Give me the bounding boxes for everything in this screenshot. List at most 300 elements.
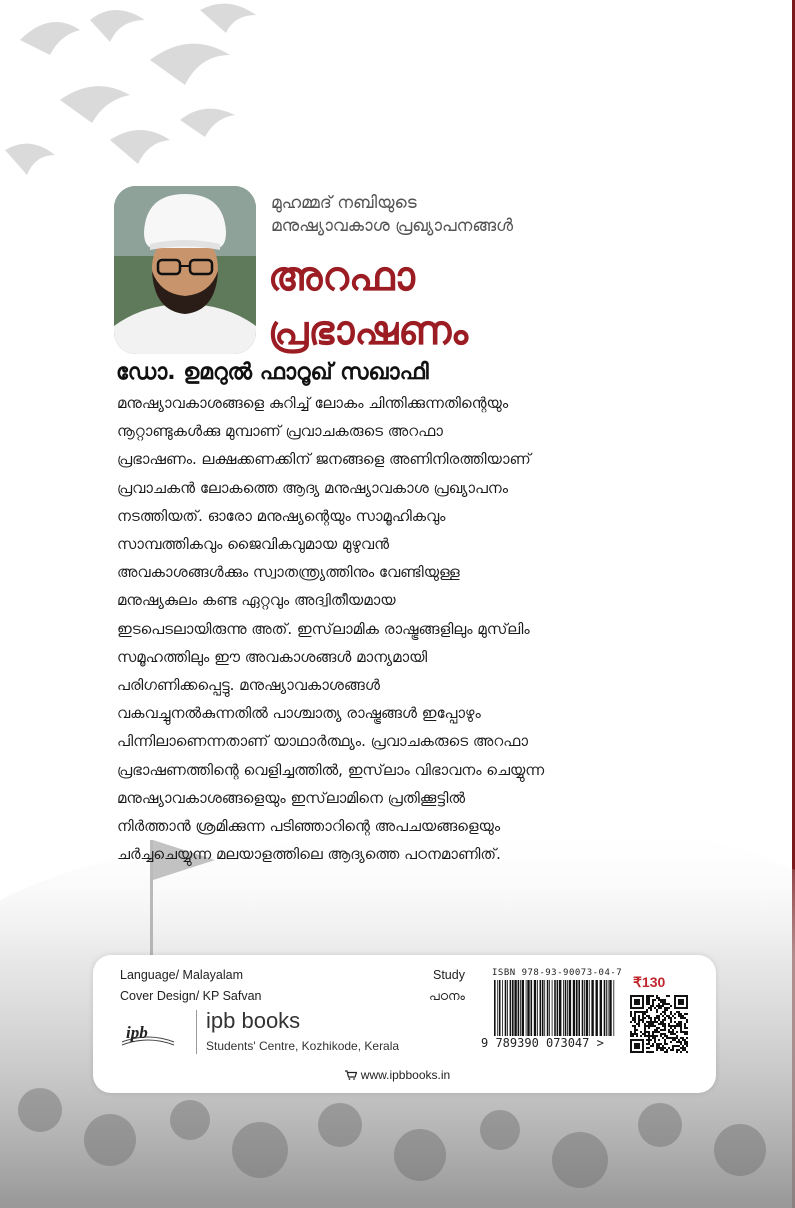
qr-module (660, 1029, 662, 1031)
qr-module (670, 1033, 672, 1035)
qr-module (642, 1015, 644, 1017)
blurb-line: സാമ്പത്തികവും ജൈവികവുമായ മുഴുവൻ (117, 535, 389, 554)
qr-module (648, 1003, 650, 1005)
qr-module (686, 1051, 688, 1053)
subtitle-line: മനുഷ്യാവകാശ പ്രഖ്യാപനങ്ങൾ (271, 216, 514, 236)
qr-module (676, 1025, 678, 1027)
qr-module (632, 1035, 634, 1037)
qr-module (684, 1025, 686, 1027)
qr-module (652, 1021, 654, 1023)
qr-module (678, 1041, 680, 1043)
qr-module (648, 1027, 650, 1029)
qr-module (660, 1007, 662, 1009)
qr-module (648, 997, 650, 999)
barcode-bar (507, 980, 508, 1036)
qr-module (656, 995, 658, 997)
qr-module (670, 1013, 672, 1015)
qr-module (646, 1011, 648, 1013)
qr-module (674, 1013, 676, 1015)
qr-module (664, 1033, 666, 1035)
barcode-bar (559, 980, 561, 1036)
barcode-bar (494, 980, 496, 1036)
qr-module (664, 1047, 666, 1049)
qr-module (658, 999, 660, 1001)
qr-module (648, 1051, 650, 1053)
qr-module (656, 1017, 658, 1019)
qr-module (670, 1025, 672, 1027)
qr-module (638, 1015, 640, 1017)
qr-module (674, 1027, 676, 1029)
qr-module (678, 1015, 680, 1017)
qr-module (658, 1043, 660, 1045)
qr-module (658, 1023, 660, 1025)
qr-module (658, 1007, 660, 1009)
isbn-label: ISBN 978-93-90073-04-7 (492, 968, 623, 978)
title-line: പ്രഭാഷണം (268, 308, 469, 354)
blurb-line: പ്രഭാഷണത്തിന്റെ വെളിച്ചത്തിൽ, ഇസ്‌ലാം വിഭാവനം ചെയ്യുന്ന (117, 760, 545, 779)
qr-module (654, 1037, 656, 1039)
barcode-bar (537, 980, 538, 1036)
qr-module (656, 1031, 658, 1033)
qr-module (662, 1019, 664, 1021)
qr-module (650, 1051, 652, 1053)
qr-module (652, 1037, 654, 1039)
qr-module (672, 1049, 674, 1051)
qr-module (648, 1039, 650, 1041)
barcode-bar (609, 980, 611, 1036)
qr-module (652, 1033, 654, 1035)
qr-module (652, 1045, 654, 1047)
qr-module (662, 1001, 664, 1003)
qr-module (686, 1021, 688, 1023)
qr-module (660, 1013, 662, 1015)
qr-module (668, 1017, 670, 1019)
qr-module (630, 1033, 632, 1035)
qr-module (682, 1049, 684, 1051)
qr-module (646, 1003, 648, 1005)
qr-module (664, 1017, 666, 1019)
qr-module (646, 1047, 648, 1049)
qr-module (654, 1041, 656, 1043)
qr-module (674, 1039, 676, 1041)
qr-module (670, 1049, 672, 1051)
qr-module (680, 1029, 682, 1031)
qr-module (672, 1033, 674, 1035)
qr-module (632, 1017, 634, 1019)
qr-module (664, 1011, 666, 1013)
category-malayalam: പഠനം (429, 989, 465, 1003)
barcode-bar (527, 980, 529, 1036)
qr-module (660, 999, 662, 1001)
qr-module (678, 1049, 680, 1051)
qr-module (650, 1021, 652, 1023)
qr-module (676, 1035, 678, 1037)
qr-module (664, 1001, 666, 1003)
qr-module (680, 1023, 682, 1025)
qr-module (650, 1025, 652, 1027)
qr-module (646, 1035, 648, 1037)
qr-module (680, 1025, 682, 1027)
qr-module (640, 1011, 642, 1013)
isbn-digits: 9 789390 073047 > (481, 1036, 604, 1050)
qr-module (664, 1025, 666, 1027)
qr-module (666, 1003, 668, 1005)
qr-module (662, 1011, 664, 1013)
qr-module (648, 999, 650, 1001)
qr-module (648, 1031, 650, 1033)
qr-module (658, 1017, 660, 1019)
qr-module (638, 1021, 640, 1023)
qr-module (662, 1029, 664, 1031)
qr-module (636, 1023, 638, 1025)
qr-module (664, 1003, 666, 1005)
qr-module (672, 1039, 674, 1041)
qr-module (668, 1003, 670, 1005)
qr-module (658, 1015, 660, 1017)
qr-module (656, 1027, 658, 1029)
barcode-bar (531, 980, 533, 1036)
barcode-bar (502, 980, 503, 1036)
qr-module (666, 1037, 668, 1039)
qr-module (634, 999, 640, 1005)
language-label: Language/ Malayalam (120, 968, 243, 982)
qr-module (652, 1005, 654, 1007)
barcode-bar (547, 980, 549, 1036)
qr-module (660, 1047, 662, 1049)
cover-design-credit: Cover Design/ KP Safvan (120, 989, 262, 1003)
qr-module (654, 1031, 656, 1033)
qr-module (634, 1015, 636, 1017)
logo-divider (196, 1010, 197, 1054)
barcode-bar (554, 980, 556, 1036)
qr-module (674, 1045, 676, 1047)
qr-module (662, 1015, 664, 1017)
qr-module (650, 1019, 652, 1021)
qr-module (660, 1023, 662, 1025)
qr-module (664, 1029, 666, 1031)
website-link[interactable] (0, 1068, 795, 1082)
qr-module (670, 1037, 672, 1039)
qr-module (646, 995, 648, 997)
qr-module (682, 1039, 684, 1041)
qr-module (668, 1031, 670, 1033)
barcode-bar (549, 980, 550, 1036)
qr-module (660, 1021, 662, 1023)
qr-module (634, 1011, 636, 1013)
qr-module (634, 1043, 640, 1049)
qr-module (630, 1035, 632, 1037)
qr-module (678, 1023, 680, 1025)
qr-module (676, 1011, 678, 1013)
qr-module (648, 1037, 650, 1039)
qr-module (678, 999, 684, 1005)
qr-module (656, 1021, 658, 1023)
qr-module (674, 1037, 676, 1039)
qr-module (658, 1047, 660, 1049)
qr-module (632, 1019, 634, 1021)
qr-module (648, 1001, 650, 1003)
qr-module (676, 1045, 678, 1047)
qr-module (652, 1035, 654, 1037)
qr-module (642, 1021, 644, 1023)
qr-module (644, 1017, 646, 1019)
barcode-bar (591, 980, 593, 1036)
qr-module (656, 1049, 658, 1051)
qr-module (634, 1021, 636, 1023)
qr-module (654, 1019, 656, 1021)
qr-module (636, 1029, 638, 1031)
birds-background-image (0, 0, 340, 190)
qr-module (682, 1017, 684, 1019)
book-title (268, 250, 688, 358)
qr-module (650, 1035, 652, 1037)
barcode-bar (514, 980, 516, 1036)
qr-module (658, 1039, 660, 1041)
qr-module (652, 1023, 654, 1025)
qr-module (684, 1031, 686, 1033)
qr-module (654, 1035, 656, 1037)
qr-module (672, 1015, 674, 1017)
qr-module (670, 1021, 672, 1023)
blurb-line: സമൂഹത്തിലും ഈ അവകാശങ്ങൾ മാന്യമായി (117, 647, 428, 666)
qr-module (630, 1021, 632, 1023)
qr-module (654, 1039, 656, 1041)
barcode-bar (565, 980, 567, 1036)
qr-module (638, 1011, 640, 1013)
qr-module (630, 1015, 632, 1017)
qr-module (650, 995, 652, 997)
qr-module (680, 1037, 682, 1039)
blurb-line: പ്രഭാഷണം. ലക്ഷക്കണക്കിന് ജനങ്ങളെ അണിനിരത്തിയാണ് (117, 450, 531, 469)
barcode-bar (552, 980, 553, 1036)
barcode-bar (606, 980, 607, 1036)
qr-module (648, 1023, 650, 1025)
qr-module (654, 1007, 656, 1009)
qr-module (668, 995, 670, 997)
qr-module (656, 1045, 658, 1047)
qr-module (634, 1017, 636, 1019)
barcode-bar (600, 980, 602, 1036)
barcode-bar (542, 980, 544, 1036)
qr-module (656, 1015, 658, 1017)
qr-module (648, 1015, 650, 1017)
qr-module (654, 999, 656, 1001)
qr-module (682, 1037, 684, 1039)
qr-module (676, 1041, 678, 1043)
publisher-address: Students' Centre, Kozhikode, Kerala (206, 1039, 400, 1053)
qr-module (656, 1011, 658, 1013)
qr-module (650, 1005, 652, 1007)
qr-module (666, 1007, 668, 1009)
qr-module (664, 1013, 666, 1015)
qr-module (682, 1015, 684, 1017)
qr-module (666, 1035, 668, 1037)
barcode-bar (518, 980, 520, 1036)
qr-module (656, 1035, 658, 1037)
ipb-logo-icon (120, 1018, 176, 1048)
barcode-bar (512, 980, 514, 1036)
cart-icon (345, 1070, 357, 1080)
qr-module (664, 1019, 666, 1021)
qr-module (656, 1047, 658, 1049)
qr-module (662, 1003, 664, 1005)
barcode-bar (499, 980, 501, 1036)
qr-module (678, 1025, 680, 1027)
barcode-bar (589, 980, 590, 1036)
qr-module (638, 1019, 640, 1021)
qr-module (662, 999, 664, 1001)
qr-module (646, 1043, 648, 1045)
qr-module (652, 995, 654, 997)
qr-module (642, 1011, 644, 1013)
qr-module (678, 1011, 680, 1013)
barcode-bar (563, 980, 564, 1036)
barcode-bar (510, 980, 512, 1036)
qr-module (634, 1013, 636, 1015)
qr-code-icon (630, 995, 688, 1053)
qr-module (680, 1041, 682, 1043)
blurb-line: ചർച്ചചെയ്യുന്ന മലയാളത്തിലെ ആദ്യത്തെ പഠനമാണിത്. (117, 845, 501, 864)
qr-module (678, 1021, 680, 1023)
price-label: ₹130 (633, 974, 666, 990)
book-subtitle (271, 192, 601, 238)
qr-module (662, 1049, 664, 1051)
qr-module (644, 1023, 646, 1025)
qr-module (638, 1023, 640, 1025)
qr-module (658, 1003, 660, 1005)
qr-module (650, 1023, 652, 1025)
qr-module (684, 1039, 686, 1041)
qr-module (664, 1041, 666, 1043)
qr-module (648, 1007, 650, 1009)
qr-module (630, 1031, 632, 1033)
qr-module (666, 1049, 668, 1051)
qr-module (636, 1035, 638, 1037)
qr-module (662, 1023, 664, 1025)
qr-module (648, 1033, 650, 1035)
qr-module (686, 1041, 688, 1043)
qr-module (650, 1045, 652, 1047)
qr-module (670, 1011, 672, 1013)
qr-module (642, 1013, 644, 1015)
barcode-bar (578, 980, 580, 1036)
qr-module (672, 1045, 674, 1047)
barcode-bar (584, 980, 585, 1036)
qr-module (674, 1025, 676, 1027)
qr-module (684, 1047, 686, 1049)
qr-module (630, 1013, 632, 1015)
qr-module (632, 1025, 634, 1027)
qr-module (682, 1031, 684, 1033)
qr-module (646, 999, 648, 1001)
qr-module (652, 1025, 654, 1027)
qr-module (636, 1033, 638, 1035)
qr-module (670, 1027, 672, 1029)
qr-module (676, 1031, 678, 1033)
qr-module (686, 1045, 688, 1047)
qr-module (672, 1031, 674, 1033)
qr-module (646, 1051, 648, 1053)
qr-module (640, 1031, 642, 1033)
qr-module (648, 1041, 650, 1043)
qr-module (678, 1013, 680, 1015)
qr-module (684, 1041, 686, 1043)
qr-module (656, 1043, 658, 1045)
qr-module (652, 1003, 654, 1005)
qr-module (674, 1017, 676, 1019)
qr-module (684, 1017, 686, 1019)
qr-module (650, 1007, 652, 1009)
qr-module (648, 995, 650, 997)
qr-module (642, 1019, 644, 1021)
subtitle-line: മുഹമ്മദ് നബിയുടെ (271, 193, 417, 213)
qr-module (686, 1033, 688, 1035)
qr-module (668, 1029, 670, 1031)
qr-module (652, 1051, 654, 1053)
qr-module (668, 1025, 670, 1027)
qr-module (684, 1033, 686, 1035)
qr-module (658, 1005, 660, 1007)
qr-module (636, 1011, 638, 1013)
qr-module (654, 1021, 656, 1023)
qr-module (668, 1007, 670, 1009)
barcode-bar (573, 980, 575, 1036)
qr-module (686, 1037, 688, 1039)
qr-module (646, 1001, 648, 1003)
qr-module (648, 1035, 650, 1037)
qr-module (676, 1051, 678, 1053)
blurb-line: മനുഷ്യാവകാശങ്ങളെ കുറിച്ച് ലോകം ചിന്തിക്കുന്നതിന്റെയും (117, 394, 509, 412)
qr-module (668, 1047, 670, 1049)
qr-module (672, 1037, 674, 1039)
barcode-bar (567, 980, 568, 1036)
qr-module (664, 1023, 666, 1025)
blurb-line: മനുഷ്യാവകാശങ്ങളെയും ഇസ്‌ലാമിനെ പ്രതിക്കൂട്ടിൽ (117, 788, 466, 807)
qr-module (666, 1015, 668, 1017)
qr-module (634, 1019, 636, 1021)
qr-module (686, 1027, 688, 1029)
qr-module (680, 1015, 682, 1017)
qr-module (668, 1023, 670, 1025)
qr-module (666, 1009, 668, 1011)
qr-module (652, 999, 654, 1001)
qr-module (650, 1009, 652, 1011)
qr-module (652, 1031, 654, 1033)
qr-module (638, 1025, 640, 1027)
qr-module (664, 1043, 666, 1045)
qr-module (646, 1039, 648, 1041)
qr-module (670, 1031, 672, 1033)
blurb-line: നിർത്താൻ ശ്രമിക്കുന്ന പടിഞ്ഞാറിന്റെ അപചയങ്ങളെയും (117, 817, 501, 836)
blurb-line: നൂറ്റാണ്ടുകൾക്കു മുമ്പാണ് പ്രവാചകരുടെ അറഫാ (117, 422, 443, 441)
qr-module (662, 1021, 664, 1023)
qr-module (660, 1001, 662, 1003)
qr-module (644, 1025, 646, 1027)
qr-module (656, 1005, 658, 1007)
qr-module (680, 1027, 682, 1029)
barcode-bar (497, 980, 498, 1036)
qr-module (662, 1033, 664, 1035)
qr-module (686, 1031, 688, 1033)
barcode-bar (604, 980, 606, 1036)
blurb-line: പ്രവാചകൻ ലോകത്തെ ആദ്യ മനുഷ്യാവകാശ പ്രഖ്യാപനം (117, 478, 508, 497)
qr-module (660, 1033, 662, 1035)
website-url: www.ipbbooks.in (360, 1068, 451, 1082)
barcode-bar (569, 980, 571, 1036)
qr-module (680, 1051, 682, 1053)
qr-module (670, 1041, 672, 1043)
qr-module (644, 1033, 646, 1035)
